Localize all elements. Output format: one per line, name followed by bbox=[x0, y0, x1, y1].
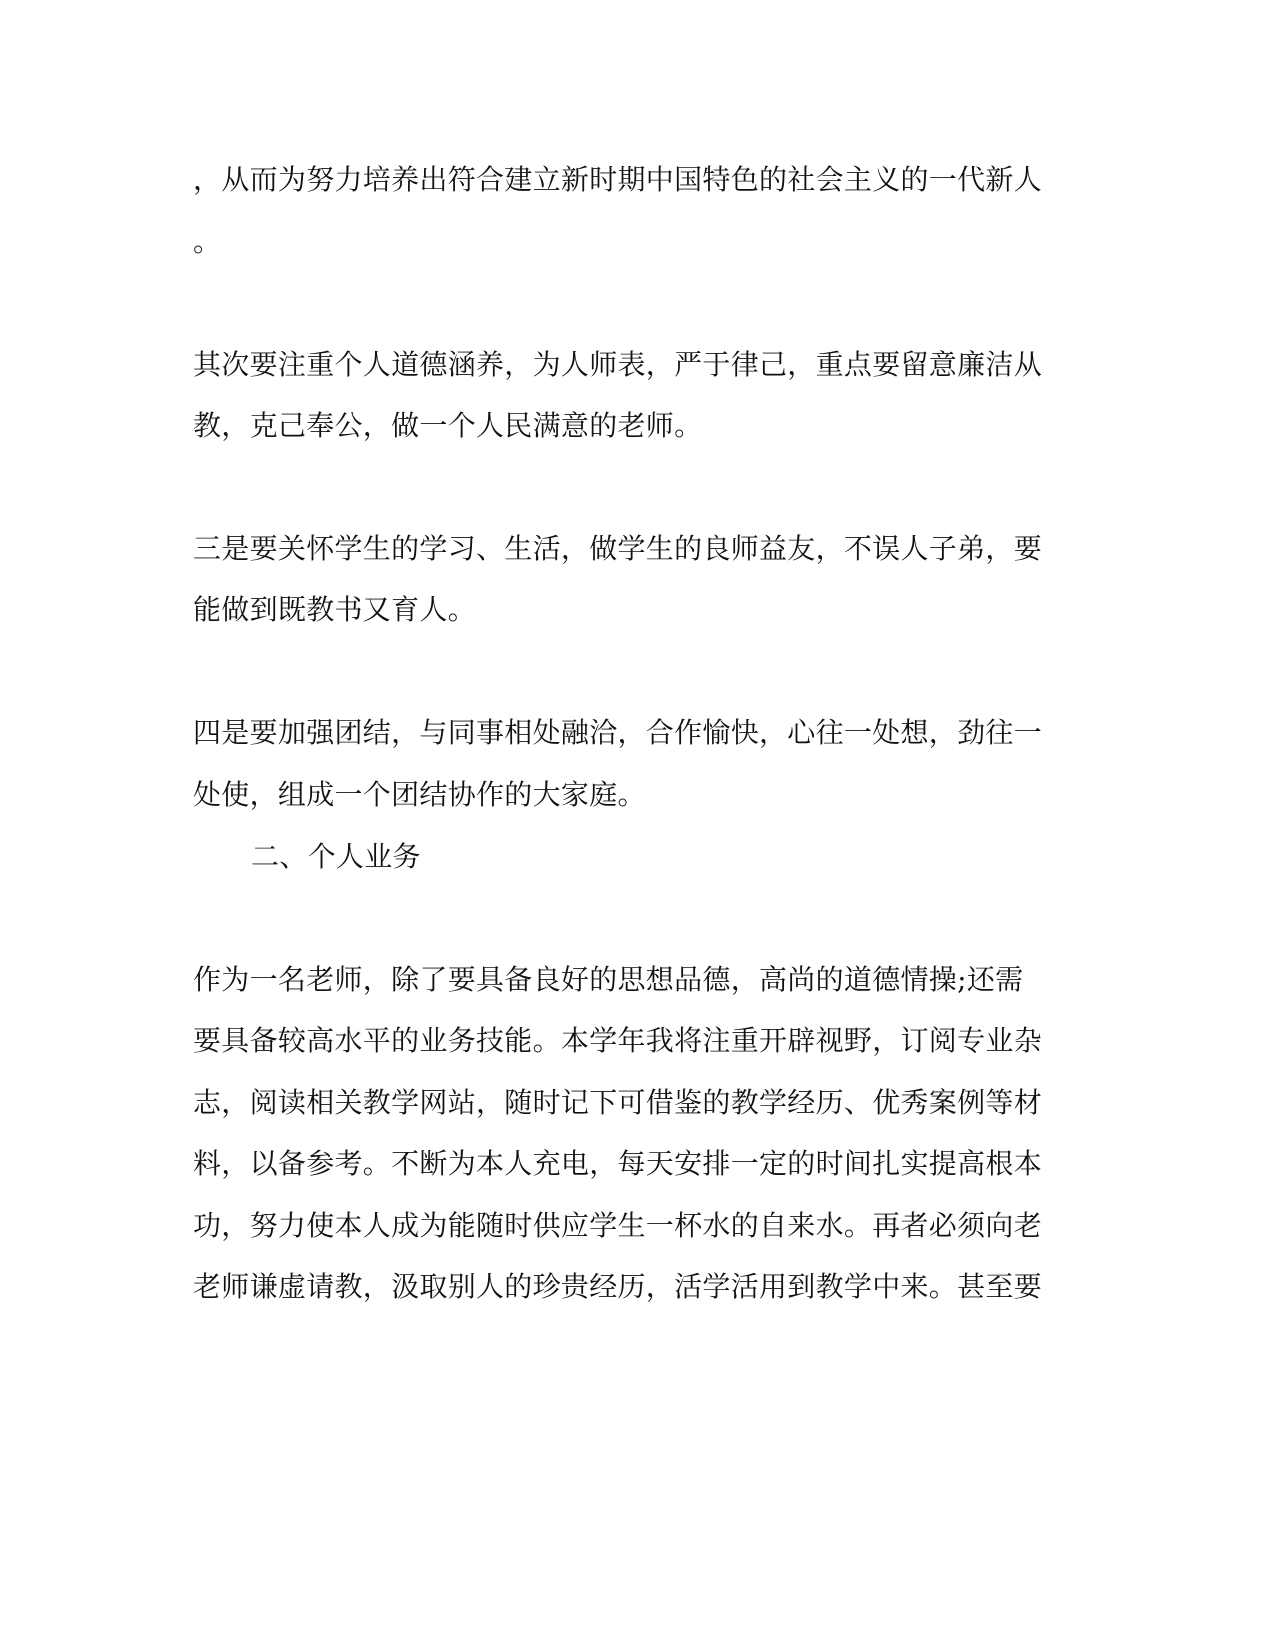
paragraph-line: ，从而为努力培养出符合建立新时期中国特色的社会主义的一代新人 bbox=[193, 163, 1043, 196]
paragraph-line: 处使，组成一个团结协作的大家庭。 bbox=[193, 778, 646, 811]
paragraph-line: 功，努力使本人成为能随时供应学生一杯水的自来水。再者必须向老 bbox=[193, 1209, 1043, 1242]
paragraph-line: 志，阅读相关教学网站，随时记下可借鉴的教学经历、优秀案例等材 bbox=[193, 1086, 1043, 1119]
paragraph-line: 四是要加强团结，与同事相处融洽，合作愉快，心往一处想，劲往一 bbox=[193, 716, 1043, 749]
paragraph-line: 能做到既教书又育人。 bbox=[193, 593, 477, 626]
paragraph-line: 其次要注重个人道德涵养，为人师表，严于律己，重点要留意廉洁从 bbox=[193, 348, 1043, 381]
paragraph-line: 教，克己奉公，做一个人民满意的老师。 bbox=[193, 409, 703, 442]
paragraph-line: 料，以备参考。不断为本人充电，每天安排一定的时间扎实提高根本 bbox=[193, 1147, 1043, 1180]
section-heading: 二、个人业务 bbox=[251, 840, 421, 873]
paragraph-line: 作为一名老师，除了要具备良好的思想品德，高尚的道德情操;还需 bbox=[193, 963, 1024, 996]
paragraph-line: 三是要关怀学生的学习、生活，做学生的良师益友，不误人子弟，要 bbox=[193, 532, 1043, 565]
paragraph-line: 老师谦虚请教，汲取别人的珍贵经历，活学活用到教学中来。甚至要 bbox=[193, 1270, 1043, 1303]
paragraph-line: 。 bbox=[193, 225, 222, 258]
paragraph-line: 要具备较高水平的业务技能。本学年我将注重开辟视野，订阅专业杂 bbox=[193, 1024, 1043, 1057]
